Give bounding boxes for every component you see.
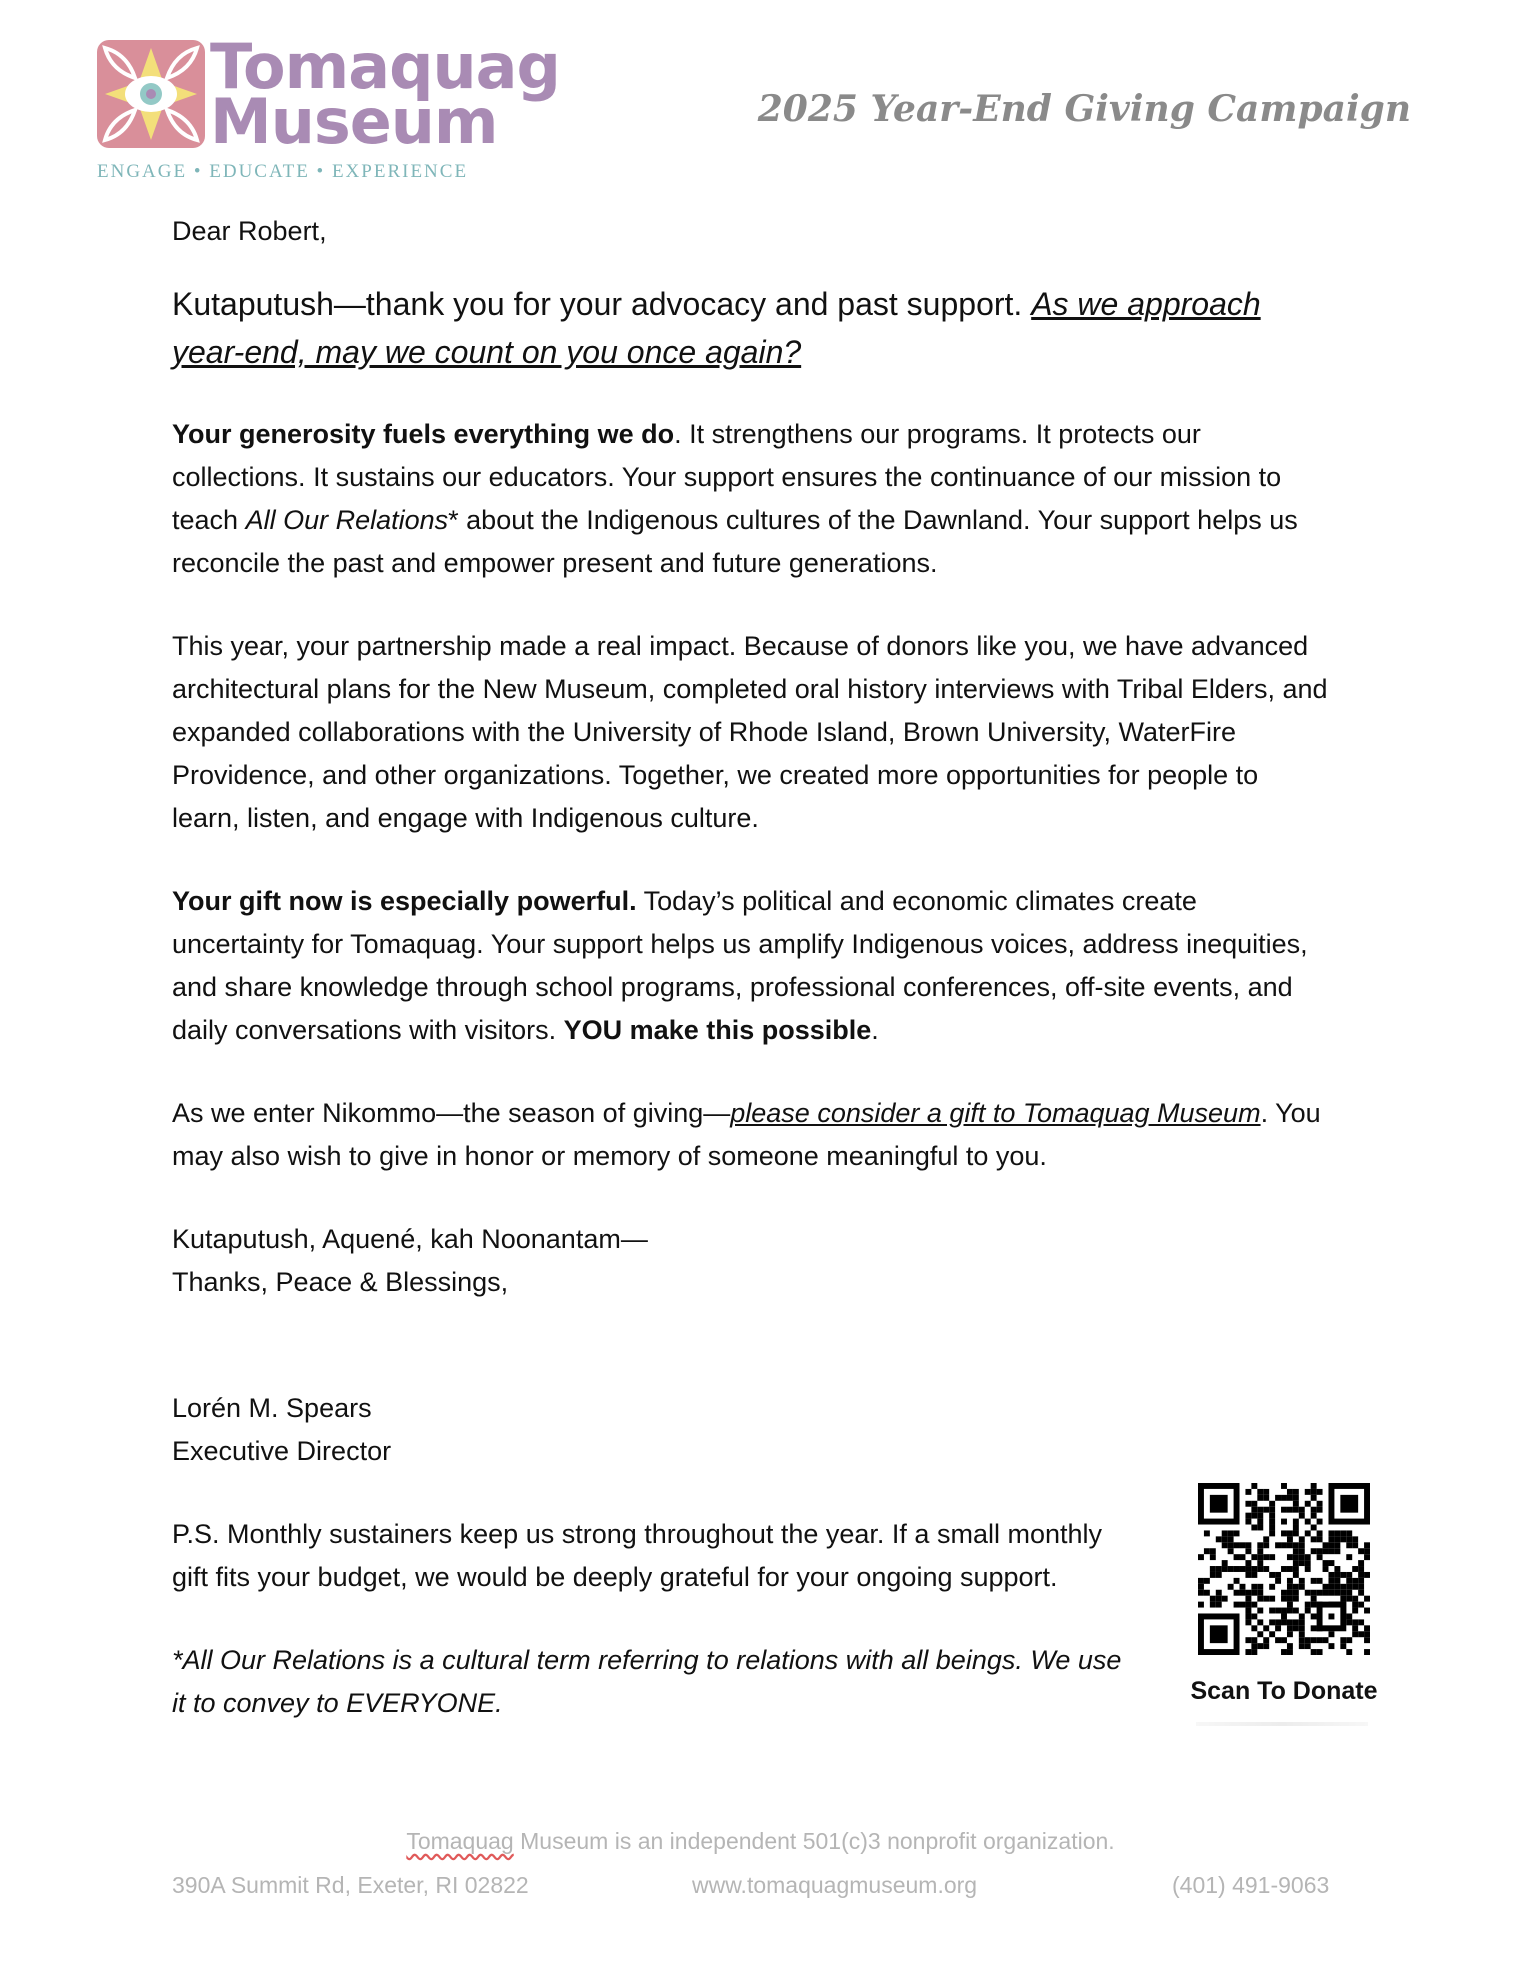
impact-paragraph: This year, your partnership made a real impact. Because of donors like you, we have advanced architectural plans for the New Museum, completed oral history interviews with Tribal Elders, and expanded collaborations with the University of Rhode Island, Brown University, WaterFire Providence, and other organizations. Together, we created more opportunities for people to learn, listen, and engage with Indigenous culture. xyxy=(172,631,1328,833)
signer-title: Executive Director xyxy=(172,1436,392,1466)
generosity-heading: Your generosity fuels everything we do xyxy=(172,419,675,449)
footer-website[interactable]: www.tomaquagmuseum.org xyxy=(692,1872,978,1898)
closing-line-1: Kutaputush, Aquené, kah Noonantam— xyxy=(172,1224,648,1254)
footer-address: 390A Summit Rd, Exeter, RI 02822 xyxy=(172,1872,529,1898)
salutation: Dear Robert, xyxy=(172,216,327,246)
scan-to-donate-label: Scan To Donate xyxy=(1190,1677,1378,1705)
closing-line-2: Thanks, Peace & Blessings, xyxy=(172,1267,509,1297)
lead-thanks: Kutaputush—thank you for your advocacy and past support. xyxy=(172,286,1032,322)
you-make-this-possible: YOU make this possible xyxy=(563,1015,872,1045)
museum-emblem-icon xyxy=(97,40,205,148)
footer-org-name: Tomaquag xyxy=(406,1828,514,1854)
lead-paragraph xyxy=(172,280,1332,376)
gift-text: Today’s political and economic climates create uncertainty for Tomaquag. Your support helps us amplify Indigenous voices, address inequities, and share knowledge through school programs, professional conferences, off-site events, and daily conversations with visitors. xyxy=(172,886,1308,1045)
campaign-title: 2025 Year-End Giving Campaign xyxy=(757,88,1411,130)
letter-body xyxy=(172,210,1332,1725)
generosity-text-1: . It strengthens our programs. It protects our collections. It sustains our educators. Your support ensures the continuance of our mission to teach xyxy=(172,419,1282,535)
footer-org-text: Museum is an independent 501(c)3 nonprofit organization. xyxy=(513,1828,1115,1854)
nikommo-text-1: As we enter Nikommo—the season of giving— xyxy=(172,1098,731,1128)
footer-nonprofit-statement xyxy=(0,1828,1521,1855)
gift-heading: Your gift now is especially powerful. xyxy=(172,886,637,916)
gift-appeal-link[interactable]: please consider a gift to Tomaquag Museum xyxy=(730,1098,1261,1128)
generosity-text-2: * about the Indigenous cultures of the Dawnland. Your support helps us reconcile the past and empower present and future generations. xyxy=(172,505,1298,578)
footer-phone: (401) 491-9063 xyxy=(1172,1872,1330,1898)
nikommo-text-2: . You may also wish to give in honor or memory of someone meaningful to you. xyxy=(172,1098,1321,1171)
scan-label-fade xyxy=(1196,1722,1368,1726)
signer-name: Lorén M. Spears xyxy=(172,1393,372,1423)
postscript: P.S. Monthly sustainers keep us strong throughout the year. If a small monthly gift fits your budget, we would be deeply grateful for your ongoing support. xyxy=(172,1519,1102,1592)
gift-paragraph xyxy=(172,880,1332,1052)
donate-qr-code[interactable] xyxy=(1198,1483,1370,1655)
gift-period: . xyxy=(871,1015,879,1045)
museum-logo xyxy=(97,30,560,188)
footnote: *All Our Relations is a cultural term referring to relations with all beings. We use it to convey to EVERYONE. xyxy=(172,1645,1122,1718)
logo-tagline: ENGAGE • EDUCATE • EXPERIENCE xyxy=(97,161,469,182)
all-our-relations-term: All Our Relations xyxy=(245,505,449,535)
nikommo-paragraph xyxy=(172,1092,1332,1178)
logo-wordmark-line-1: Tomaquag xyxy=(210,30,560,103)
lead-ask: As we approach year-end, may we count on you once again? xyxy=(172,286,1261,370)
generosity-paragraph xyxy=(172,413,1332,585)
logo-wordmark-line-2: Museum xyxy=(210,85,498,158)
